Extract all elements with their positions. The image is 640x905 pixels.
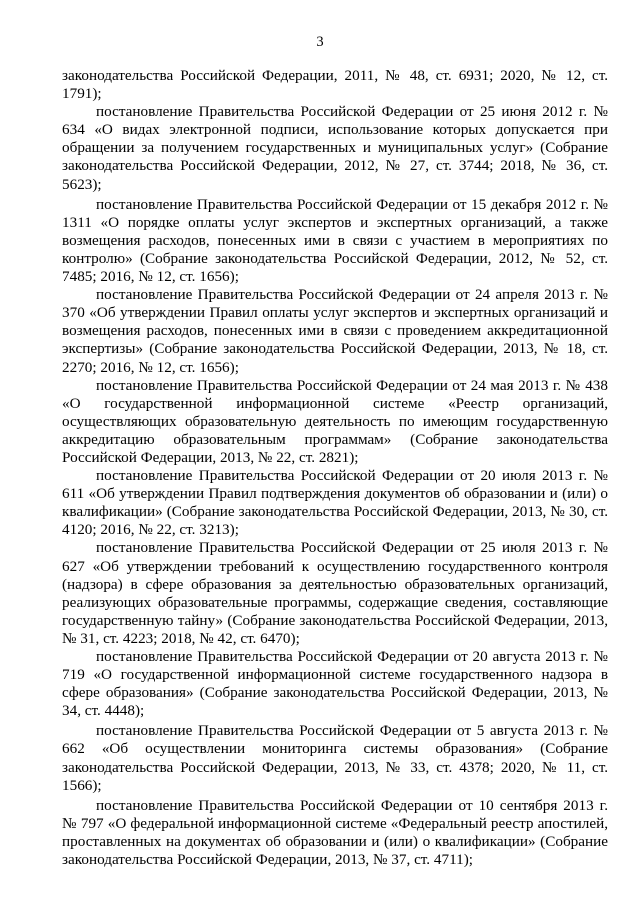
paragraph-resolution-627: постановление Правительства Российской Федерации от 25 июля 2013 г. № 627 «Об утверждении требований к осуществлению государственного контроля (надзора) в сфере образования за деятельностью образовательных организаций, реализующих образовательные программы, содержащие сведения, составляющие государственную тайну» (Собрание законодательства Российской Федерации, 2013, № 31, ст. 4223; 2018, № 42, ст. 6470);	[62, 539, 608, 647]
paragraph-resolution-611: постановление Правительства Российской Федерации от 20 июля 2013 г. № 611 «Об утверждении Правил подтверждения документов об образовании и (или) о квалификации» (Собрание законодательства Российской Федерации, 2013, № 30, ст. 4120; 2016, № 22, ст. 3213);	[62, 467, 608, 539]
paragraph-resolution-719: постановление Правительства Российской Федерации от 20 августа 2013 г. № 719 «О государственной информационной системе государственного надзора в сфере образования» (Собрание законодательства Российской Федерации, 2013, № 34, ст. 4448);	[62, 648, 608, 720]
paragraph-resolution-662: постановление Правительства Российской Федерации от 5 августа 2013 г. № 662 «Об осуществлении мониторинга системы образования» (Собрание законодательства Российской Федерации, 2013, № 33, ст. 4378; 2020, № 11, ст. 1566);	[62, 722, 608, 794]
paragraph-continuation: законодательства Российской Федерации, 2011, № 48, ст. 6931; 2020, № 12, ст. 1791);	[62, 67, 608, 103]
paragraph-resolution-370: постановление Правительства Российской Федерации от 24 апреля 2013 г. № 370 «Об утверждении Правил оплаты услуг экспертов и экспертных организаций и возмещения расходов, понесенных ими в связи с проведением аккредитационной экспертизы» (Собрание законодательства Российской Федерации, 2013, № 18, ст. 2270; 2016, № 12, ст. 1656);	[62, 286, 608, 376]
paragraph-resolution-634: постановление Правительства Российской Федерации от 25 июня 2012 г. № 634 «О видах электронной подписи, использование которых допускается при обращении за получением государственных и муниципальных услуг» (Собрание законодательства Российской Федерации, 2012, № 27, ст. 3744; 2018, № 36, ст. 5623);	[62, 103, 608, 193]
paragraph-resolution-438: постановление Правительства Российской Федерации от 24 мая 2013 г. № 438 «О государственной информационной системе «Реестр организаций, осуществляющих образовательную деятельность по имеющим государственную аккредитацию образовательным программам» (Собрание законодательства Российской Федерации, 2013, № 22, ст. 2821);	[62, 376, 608, 466]
paragraph-resolution-1311: постановление Правительства Российской Федерации от 15 декабря 2012 г. № 1311 «О порядке оплаты услуг экспертов и экспертных организаций, а также возмещения расходов, понесенных ими в связи с участием в мероприятиях по контролю» (Собрание законодательства Российской Федерации, 2012, № 52, ст. 7485; 2016, № 12, ст. 1656);	[62, 195, 608, 286]
document-body	[62, 67, 608, 869]
paragraph-resolution-797: постановление Правительства Российской Федерации от 10 сентября 2013 г. № 797 «О федеральной информационной системе «Федеральный реестр апостилей, проставленных на документах об образовании и (или) о квалификации» (Собрание законодательства Российской Федерации, 2013, № 37, ст. 4711);	[62, 796, 608, 869]
page-number: 3	[316, 34, 324, 50]
